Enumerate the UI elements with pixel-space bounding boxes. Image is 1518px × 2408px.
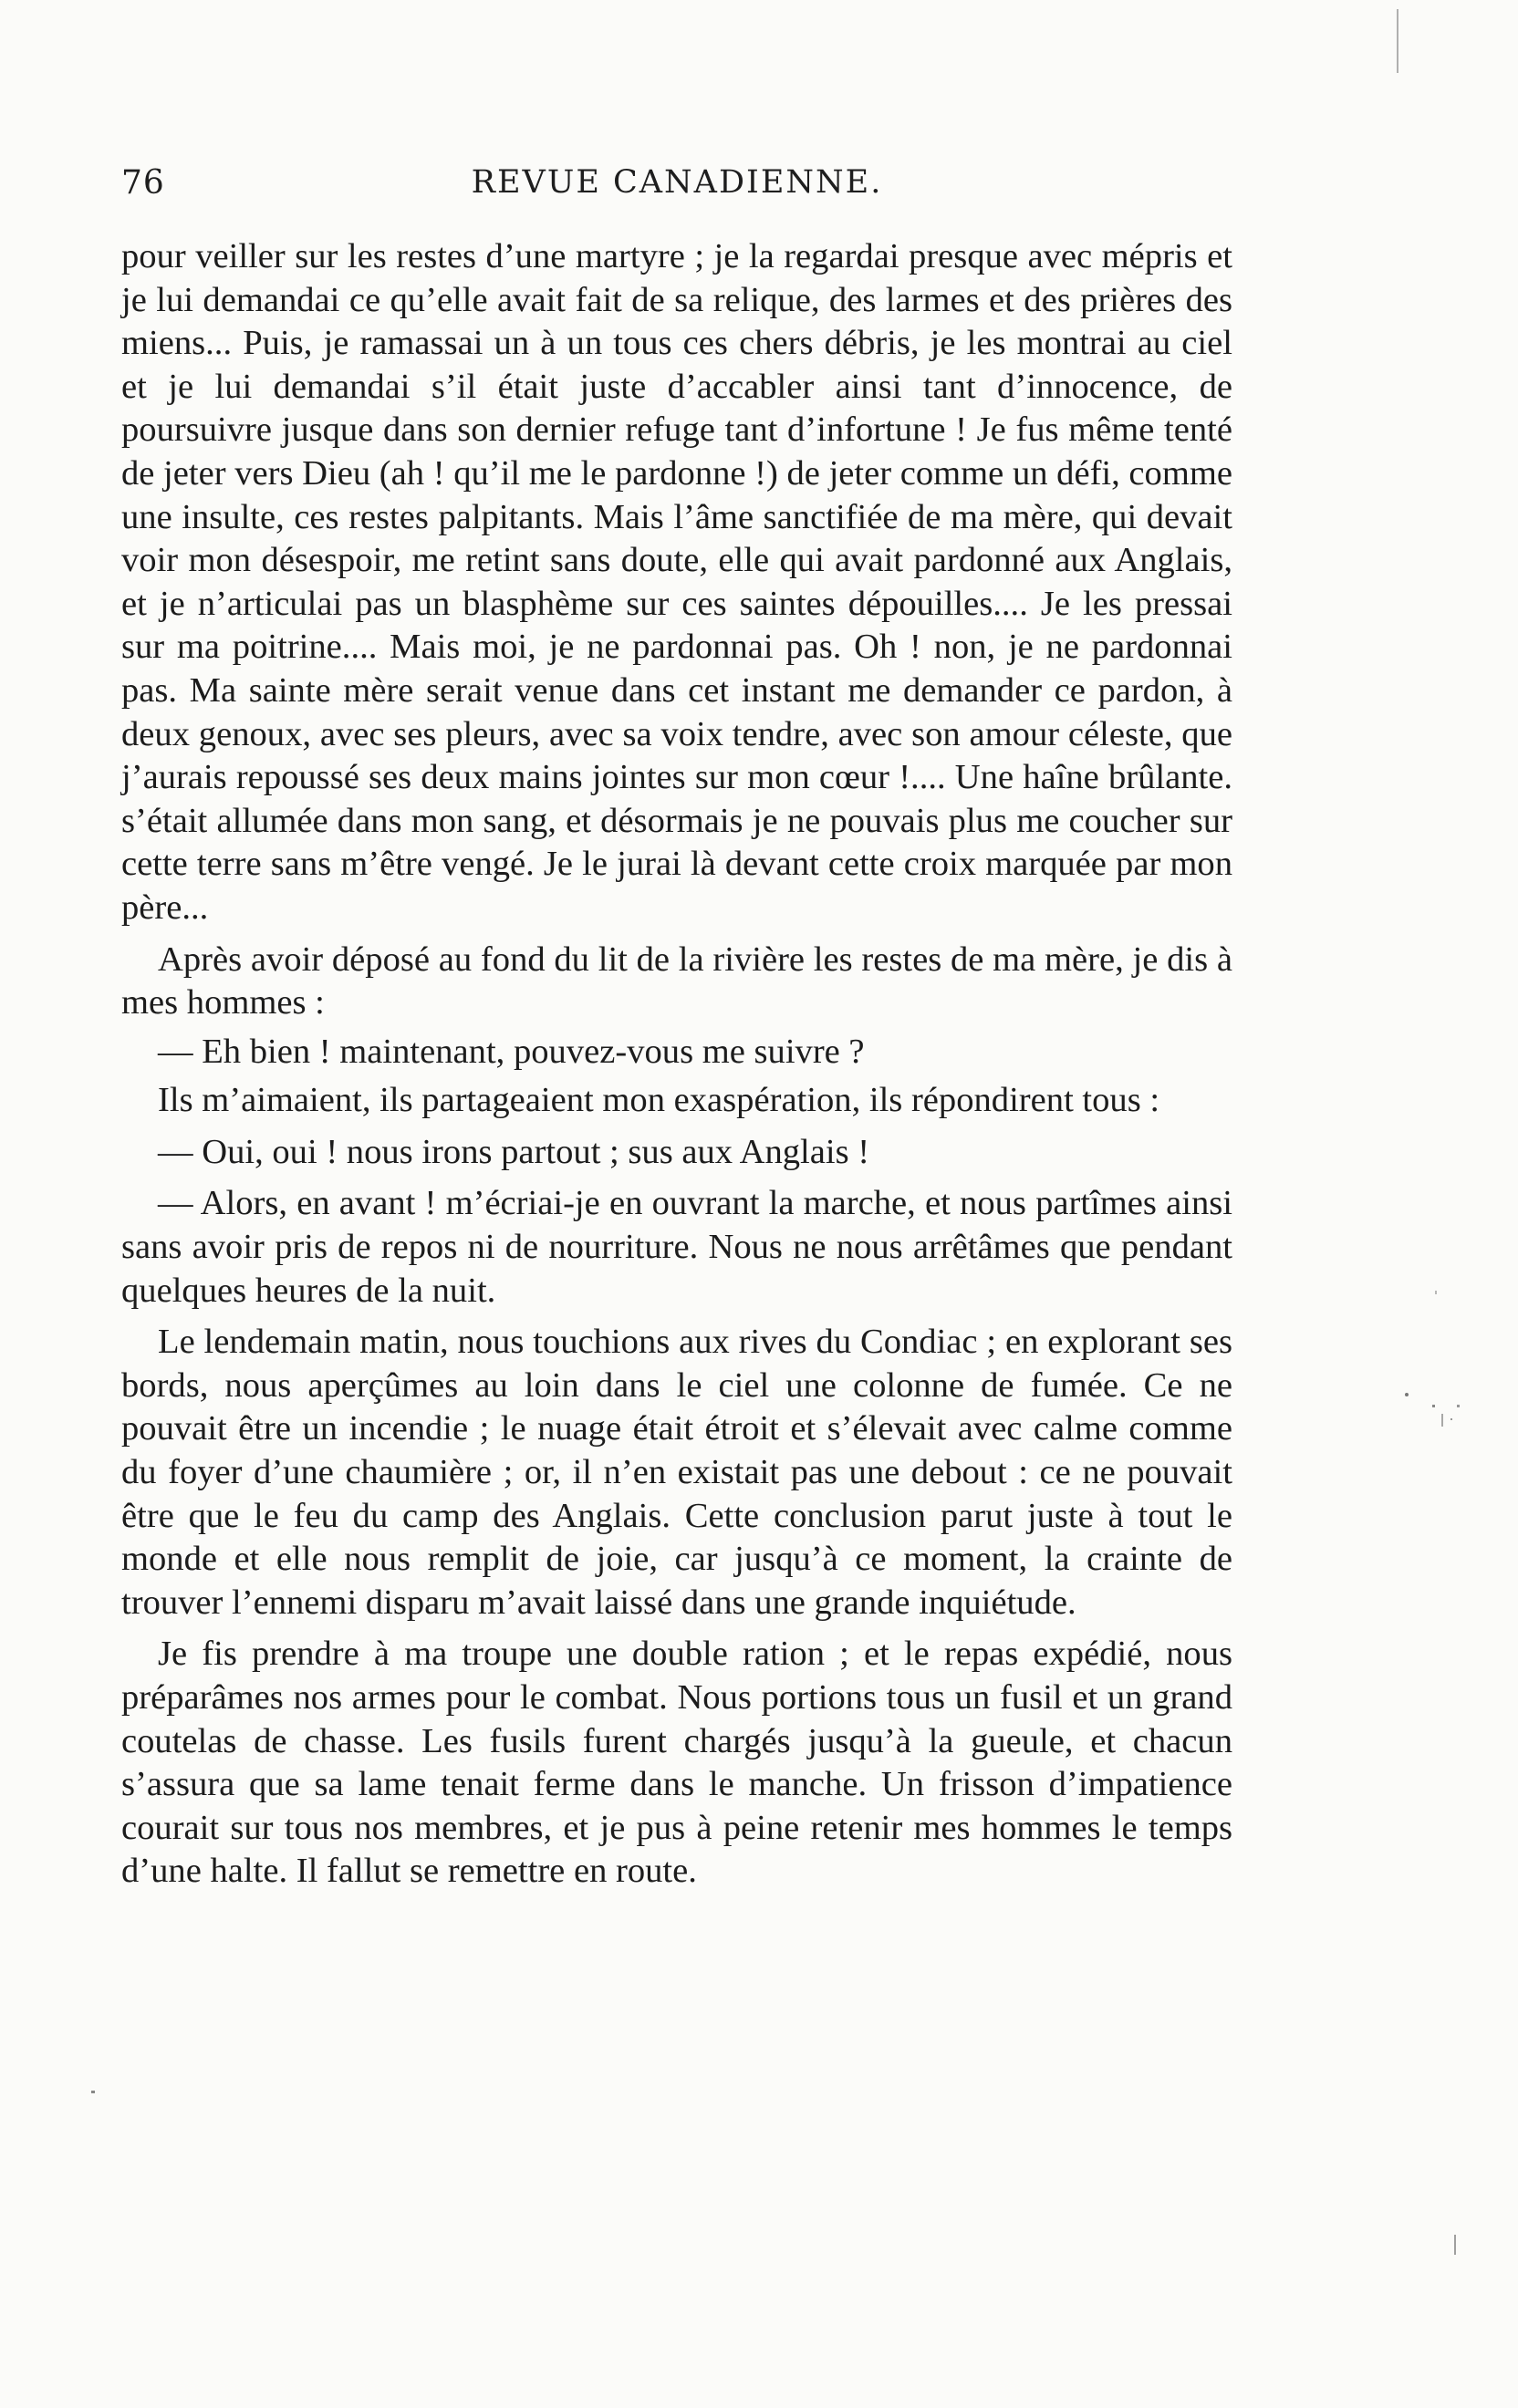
scan-mark xyxy=(1405,1393,1409,1396)
paragraph: Le lendemain matin, nous touchions aux rives du Condiac ; en explorant ses bords, nous aperçûmes au loin dans le ciel une colonne de fumée. Ce ne pouvait être un incendie ; le nuage était étroit et s’élevait avec calme comme du foyer d’une chaumière ; or, il n’en existait pas une debout : ce ne pouvait être que le feu du camp des Anglais. Cette conclusion parut juste à tout le monde et elle nous remplit de joie, car jusqu’à ce moment, la crainte de trouver l’ennemi disparu m’avait laissé dans une grande inquiétude. xyxy=(121,1323,1232,1622)
paragraph: pour veiller sur les restes d’une martyre ; je la regardai presque avec mépris et je lui demandai ce qu’elle avait fait de sa relique, des larmes et des prières des miens... Puis, je ramassai un à un tous ces chers débris, je les montrai au ciel et je lui demandai s’il était juste d’accabler ainsi tant d’innocence, de poursuivre jusque dans son dernier refuge tant d’infortune ! Je fus même tenté de jeter vers Dieu (ah ! qu’il me le pardonne !) de jeter comme un défi, comme une insulte, ces restes palpitants. Mais l’âme sanctifiée de ma mère, qui devait voir mon désespoir, me retint sans doute, elle qui avait pardonné aux Anglais, et je n’articulai pas un blasphème sur ces saintes dépouilles.... Je les pressai sur ma poitrine.... Mais moi, je ne pardonnai pas. Oh ! non, je ne pardonnai pas. Ma sainte mère serait venue dans cet instant me demander ce pardon, à deux genoux, avec ses pleurs, avec sa voix tendre, avec son amour céleste, que j’aurais repoussé ses deux mains jointes sur mon cœur !.... Une haîne brûlante. s’était allumée dans mon sang, et désormais je ne pouvais plus me coucher sur cette terre sans m’être vengé. Je le jurai là devant cette croix marquée par mon père... xyxy=(121,237,1232,927)
scan-mark xyxy=(1454,2235,1456,2255)
body-text xyxy=(121,235,1232,1894)
paragraph: Ils m’aimaient, ils partageaient mon exaspération, ils répondirent tous : xyxy=(158,1081,1160,1120)
page-number: 76 xyxy=(121,164,165,202)
paragraph: Je fis prendre à ma troupe une double ration ; et le repas expédié, nous préparâmes nos armes pour le combat. Nous portions tous un fusil et un grand coutelas de chasse. Les fusils furent chargés jusqu’à la gueule, et chacun s’assura que sa lame tenait ferme dans le manche. Un frisson d’impatience courait sur tous nos membres, et je pus à peine retenir mes hommes le temps d’une halte. Il fallut se remettre en route. xyxy=(121,1635,1232,1891)
paragraph: — Alors, en avant ! m’écriai-je en ouvrant la marche, et nous partîmes ainsi sans avoir pris de repos ni de nourriture. Nous ne nous arrêtâmes que pendant quelques heures de la nuit. xyxy=(121,1184,1232,1310)
scan-mark xyxy=(1450,1418,1452,1420)
paragraph: Après avoir déposé au fond du lit de la rivière les restes de ma mère, je dis à mes hommes : xyxy=(121,939,1232,1022)
scan-mark xyxy=(1435,1291,1437,1294)
page-header xyxy=(121,164,1232,210)
paragraph: — Eh bien ! maintenant, pouvez-vous me suivre ? xyxy=(158,1032,865,1071)
scan-mark xyxy=(1432,1405,1435,1407)
paragraph: — Oui, oui ! nous irons partout ; sus aux Anglais ! xyxy=(158,1132,870,1171)
scan-mark xyxy=(91,2091,95,2093)
scan-mark xyxy=(1441,1414,1443,1427)
running-title: REVUE CANADIENNE. xyxy=(471,164,883,201)
scan-mark xyxy=(1457,1405,1460,1407)
scan-mark xyxy=(1397,9,1398,73)
